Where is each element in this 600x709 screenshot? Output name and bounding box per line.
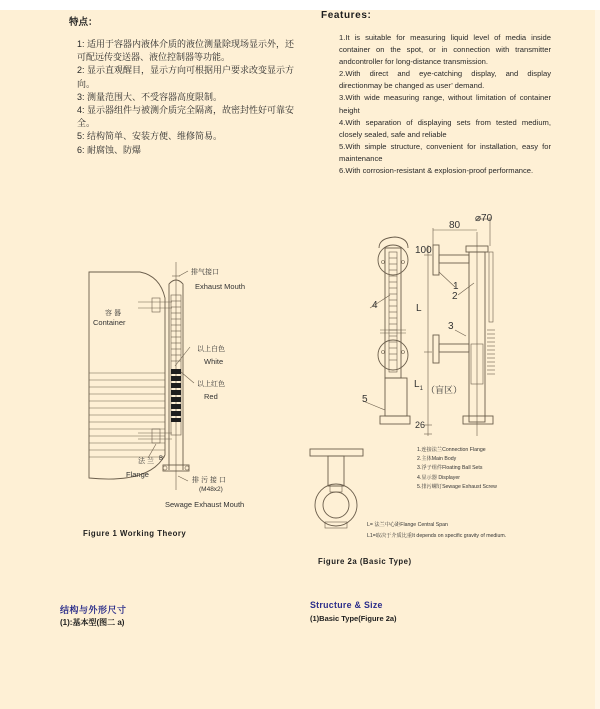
features-cn-item: 5: 结构简单、安装方便、维修简易。 xyxy=(77,131,223,142)
callout-4: 4 xyxy=(372,300,378,311)
callout-2: 2 xyxy=(452,291,458,302)
features-cn-list xyxy=(77,38,297,157)
legend-item: 2.主体Main Body xyxy=(417,456,457,463)
sewage-spec-label: (M48x2) xyxy=(199,486,223,493)
exhaust-mouth-en-label: Exhaust Mouth xyxy=(195,282,246,291)
figure2a-caption: Figure 2a (Basic Type) xyxy=(318,557,412,566)
flange-cn-label: 法 兰 xyxy=(138,458,154,465)
flange-marker-label: B xyxy=(159,456,164,462)
features-en-item: 4.With separation of displaying sets from tested medium, closely sealed, safe and reliable xyxy=(339,117,551,139)
dimension-80: 80 xyxy=(449,220,461,231)
callout-1: 1 xyxy=(453,281,459,292)
blind-zone-label: （盲区） xyxy=(426,385,463,395)
figure2a-legend xyxy=(417,446,497,492)
sewage-en-label: Sewage Exhaust Mouth xyxy=(165,500,245,509)
features-en-list xyxy=(339,32,551,177)
page-edge xyxy=(595,10,600,709)
note-item: L= 法兰中心距Flange Central Span xyxy=(367,522,448,528)
callout-3: 3 xyxy=(448,321,454,332)
structure-subtitle-en: (1)Basic Type(Figure 2a) xyxy=(310,614,397,623)
red-cn-label: 以上红色 xyxy=(197,381,225,388)
features-cn-item: 6: 耐腐蚀、防爆 xyxy=(77,144,142,155)
figure1-caption: Figure 1 Working Theory xyxy=(83,529,187,538)
features-en-item: 6.With corrosion-resistant & explosion-proof performance. xyxy=(339,166,534,176)
callout-5: 5 xyxy=(362,394,368,405)
legend-item: 4.显示器 Displayer xyxy=(417,474,460,481)
features-cn-item: 1: 适用于容器内液体介质的液位测量除现场显示外，还可配远传变送器、液位控制器等功能。 xyxy=(77,39,295,63)
figure2a-notes xyxy=(367,520,506,542)
flange-en-label: Flange xyxy=(126,470,149,479)
container-cn-label: 容 器 xyxy=(105,310,121,317)
sewage-cn-label: 排 污 接 口 xyxy=(192,477,226,484)
features-cn-item: 2: 显示直观醒目，显示方向可根据用户要求改变显示方向。 xyxy=(77,65,295,89)
dimension-100: 100 xyxy=(415,245,432,256)
legend-item: 1.连接法兰Connection Flange xyxy=(417,447,486,453)
features-cn-item: 3: 测量范围大、不受容器高度限制。 xyxy=(77,91,223,102)
features-en-title: Features: xyxy=(321,10,372,21)
dimension-L1-main: L xyxy=(414,379,420,390)
features-en-item: 5.With simple structure, convenient for installation, easy for maintenance xyxy=(339,141,551,163)
features-en-item: 3.With wide measuring range, without limitation of container height xyxy=(339,93,551,115)
legend-item: 3.浮子组件Floating Ball Sets xyxy=(417,465,483,472)
dimension-L: L xyxy=(416,303,422,314)
features-cn-item: 4: 显示器组件与被测介质完全隔离，故密封性好可靠安全。 xyxy=(77,105,295,129)
features-en-item: 2.With direct and eye-catching display, and display directionmay be changed as user’ demand. xyxy=(339,69,551,91)
features-en-item: 1.It is suitable for measuring liquid level of media inside container on the spot, or in connection with transmitter andcontroller for long-distance transmission. xyxy=(339,33,551,67)
red-en-label: Red xyxy=(204,392,218,401)
exhaust-mouth-cn-label: 排气接口 xyxy=(191,269,219,276)
dimension-L1 xyxy=(414,379,423,392)
structure-title-en: Structure & Size xyxy=(310,600,383,610)
dimension-26: 26 xyxy=(415,420,426,430)
legend-item: 5.排污螺钉Sewage Exhaust Screw xyxy=(417,483,497,490)
features-cn-title: 特点： xyxy=(69,17,98,28)
dimension-diameter-70: ⌀70 xyxy=(475,213,493,224)
note-item: L1=取决于介质比重It depends on specific gravity of medium. xyxy=(367,533,507,539)
structure-title-cn: 结构与外形尺寸 xyxy=(60,605,127,615)
white-en-label: White xyxy=(204,357,224,366)
dimension-L1-sub: 1 xyxy=(419,386,423,392)
white-cn-label: 以上白色 xyxy=(197,346,225,353)
container-en-label: Container xyxy=(93,318,126,327)
structure-subtitle-cn: (1):基本型(图二 a) xyxy=(60,618,125,627)
